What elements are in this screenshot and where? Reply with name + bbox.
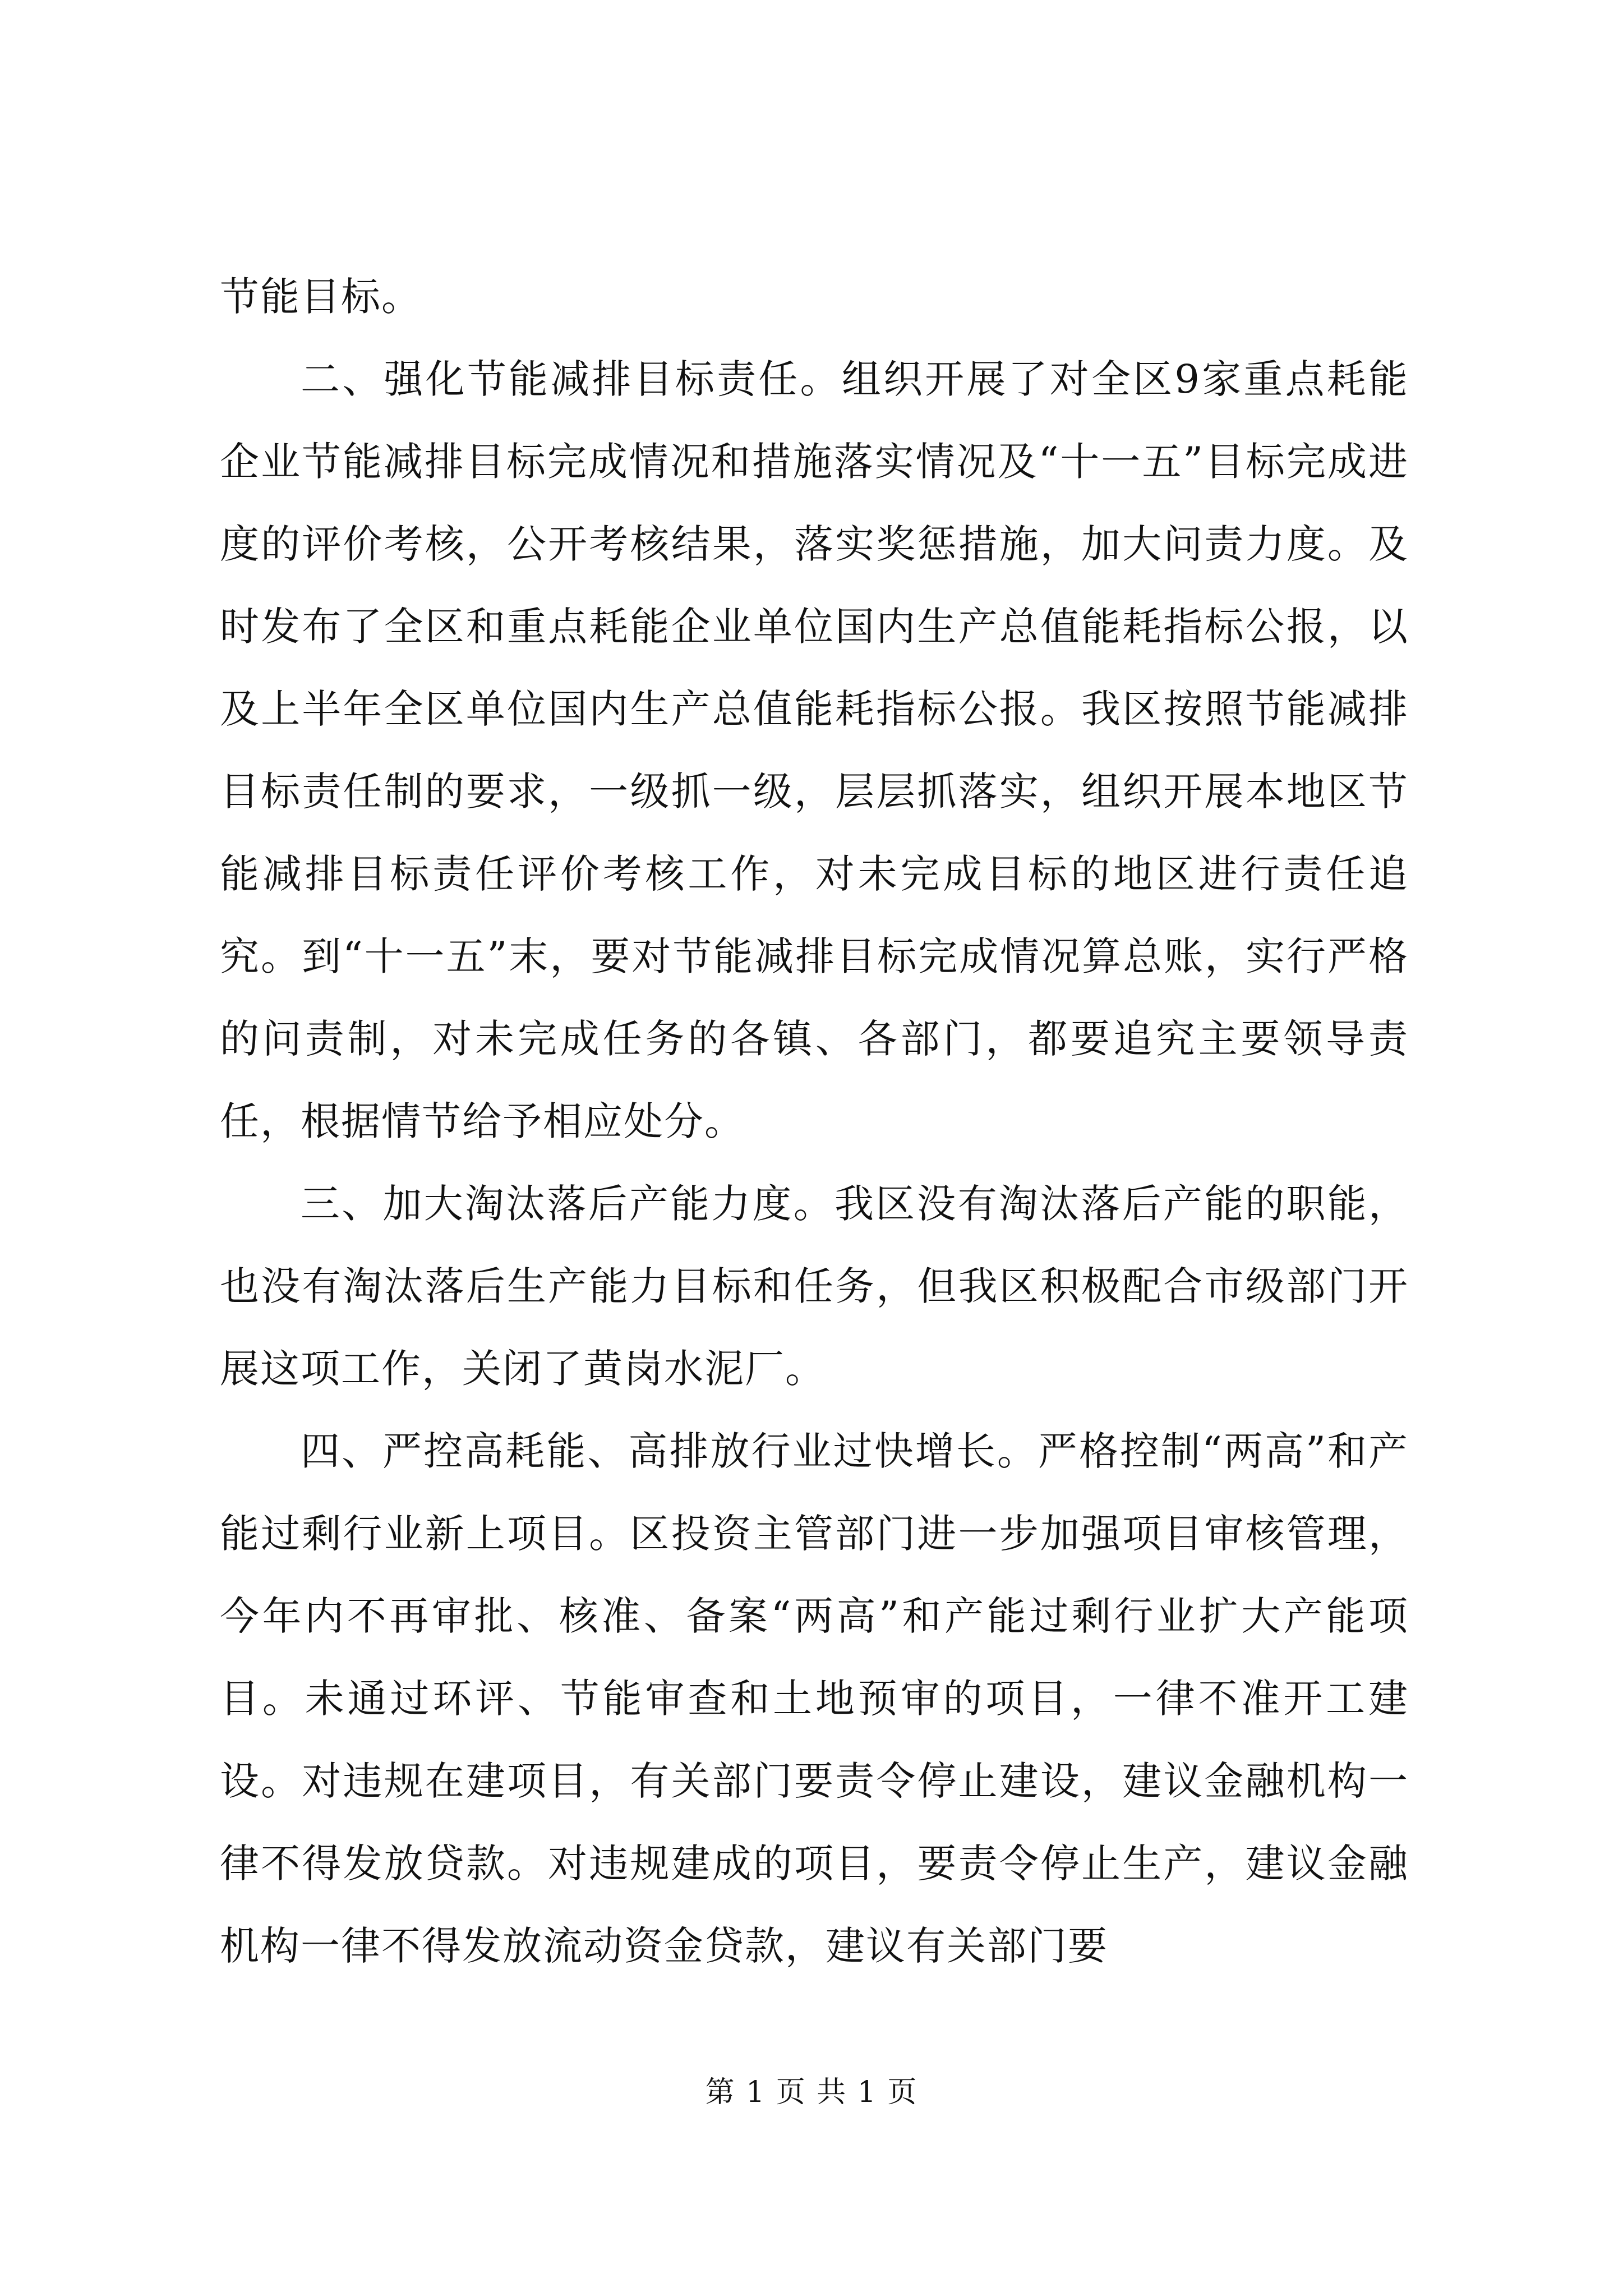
- paragraph-section-4: 四、严控高耗能、高排放行业过快增长。严格控制“两高”和产能过剩行业新上项目。区投资主管部门进一步加强项目审核管理，今年内不再审批、核准、备案“两高”和产能过剩行业扩大产能项目。未通过环评、节能审查和土地预审的项目，一律不准开工建设。对违规在建项目，有关部门要责令停止建设，建议金融机构一律不得发放贷款。对违规建成的项目，要责令停止生产，建议金融机构一律不得发放流动资金贷款，建议有关部门要: [220, 1428, 1409, 1969]
- paragraph-section-2: 二、强化节能减排目标责任。组织开展了对全区9家重点耗能企业节能减排目标完成情况和措施落实情况及“十一五”目标完成进度的评价考核，公开考核结果，落实奖惩措施，加大问责力度。及时发布了全区和重点耗能企业单位国内生产总值能耗指标公报，以及上半年全区单位国内生产总值能耗指标公报。我区按照节能减排目标责任制的要求，一级抓一级，层层抓落实，组织开展本地区节能减排目标责任评价考核工作，对未完成目标的地区进行责任追究。到“十一五”末，要对节能减排目标完成情况算总账，实行严格的问责制，对未完成任务的各镇、各部门，都要追究主要领导责任，根据情节给予相应处分。: [220, 356, 1409, 1144]
- document-body: [220, 256, 1409, 1987]
- paragraph-continuation: 节能目标。: [220, 274, 422, 320]
- page-number-footer: 第 1 页 共 1 页: [705, 2076, 918, 2109]
- paragraph-section-3: 三、加大淘汰落后产能力度。我区没有淘汰落后产能的职能，也没有淘汰落后生产能力目标和任务，但我区积极配合市级部门开展这项工作，关闭了黄岗水泥厂。: [220, 1181, 1409, 1392]
